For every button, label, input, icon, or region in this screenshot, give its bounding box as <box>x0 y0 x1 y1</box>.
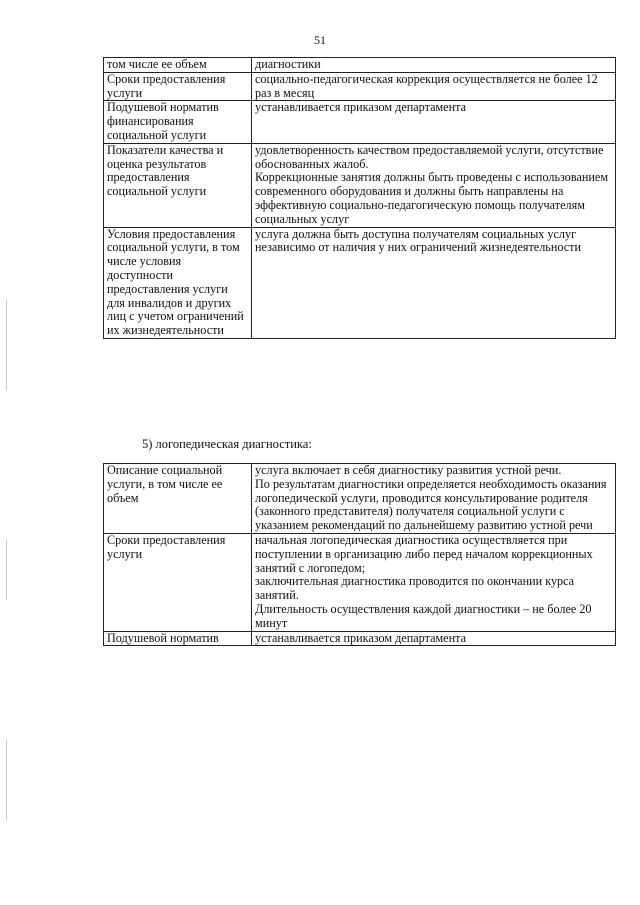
row-label: Подушевой норматив <box>104 631 252 646</box>
value-paragraph: социально-педагогическая коррекция осуществляется не более 12 раз в месяц <box>255 71 598 100</box>
section-heading: 5) логопедическая диагностика: <box>142 437 312 451</box>
table-row <box>104 533 616 631</box>
value-paragraph: начальная логопедическая диагностика осуществляется при поступлении в организацию либо перед началом коррекционных занятий с логопедом; <box>255 532 593 575</box>
row-value <box>252 227 616 338</box>
row-label: Условия предоставления социальной услуги, в том числе условия доступности предоставления услуги для инвалидов и других лиц с учетом ограничений их жизнедеятельности <box>104 227 252 338</box>
table-row <box>104 72 616 101</box>
table-body <box>104 464 616 646</box>
table-row <box>104 143 616 227</box>
row-label: Сроки предоставления услуги <box>104 533 252 631</box>
table-row <box>104 58 616 73</box>
value-paragraph: устанавливается приказом департамента <box>255 630 467 645</box>
row-value <box>252 143 616 227</box>
value-paragraph: заключительная диагностика проводится по окончании курса занятий. <box>255 574 575 603</box>
row-label: Показатели качества и оценка результатов предоставления социальной услуги <box>104 143 252 227</box>
service-table-1 <box>103 57 616 339</box>
service-table-2 <box>103 463 616 646</box>
row-label: Сроки предоставления услуги <box>104 72 252 101</box>
table-body <box>104 58 616 339</box>
value-paragraph: Коррекционные занятия должны быть проведены с использованием современного оборудования и должны быть направлены на эффективную социально-педагогическую помощь получателям социальных услуг <box>255 170 609 226</box>
table-row <box>104 101 616 143</box>
row-value <box>252 533 616 631</box>
row-value <box>252 58 616 73</box>
value-paragraph: устанавливается приказом департамента <box>255 100 467 115</box>
scan-edge-mark <box>6 540 7 600</box>
row-value <box>252 631 616 646</box>
value-paragraph: услуга должна быть доступна получателям социальных услуг независимо от наличия у них ограничений жизнедеятельности <box>255 226 582 255</box>
row-value <box>252 464 616 534</box>
value-paragraph: По результатам диагностики определяется необходимость оказания логопедической услуги, проводится консультирование родителя (законного представителя) получателя социальной услуги с указанием рекомендаций по дальнейшему развитию устной речи <box>255 476 607 533</box>
value-paragraph: услуга включает в себя диагностику развития устной речи. <box>255 463 562 477</box>
page-number: 51 <box>314 33 326 47</box>
value-paragraph: Длительность осуществления каждой диагностики – не более 20 минут <box>255 601 592 630</box>
table-row <box>104 227 616 338</box>
value-paragraph: диагностики <box>255 57 321 71</box>
table-row <box>104 631 616 646</box>
scan-edge-mark <box>6 740 7 820</box>
row-label: том числе ее объем <box>104 58 252 73</box>
value-paragraph: удовлетворенность качеством предоставляемой услуги, отсутствие обоснованных жалоб. <box>255 142 604 171</box>
scan-edge-mark <box>6 300 7 390</box>
row-label: Описание социальной услуги, в том числе ее объем <box>104 464 252 534</box>
row-value <box>252 72 616 101</box>
row-label: Подушевой норматив финансирования социальной услуги <box>104 101 252 143</box>
row-value <box>252 101 616 143</box>
table-row <box>104 464 616 534</box>
